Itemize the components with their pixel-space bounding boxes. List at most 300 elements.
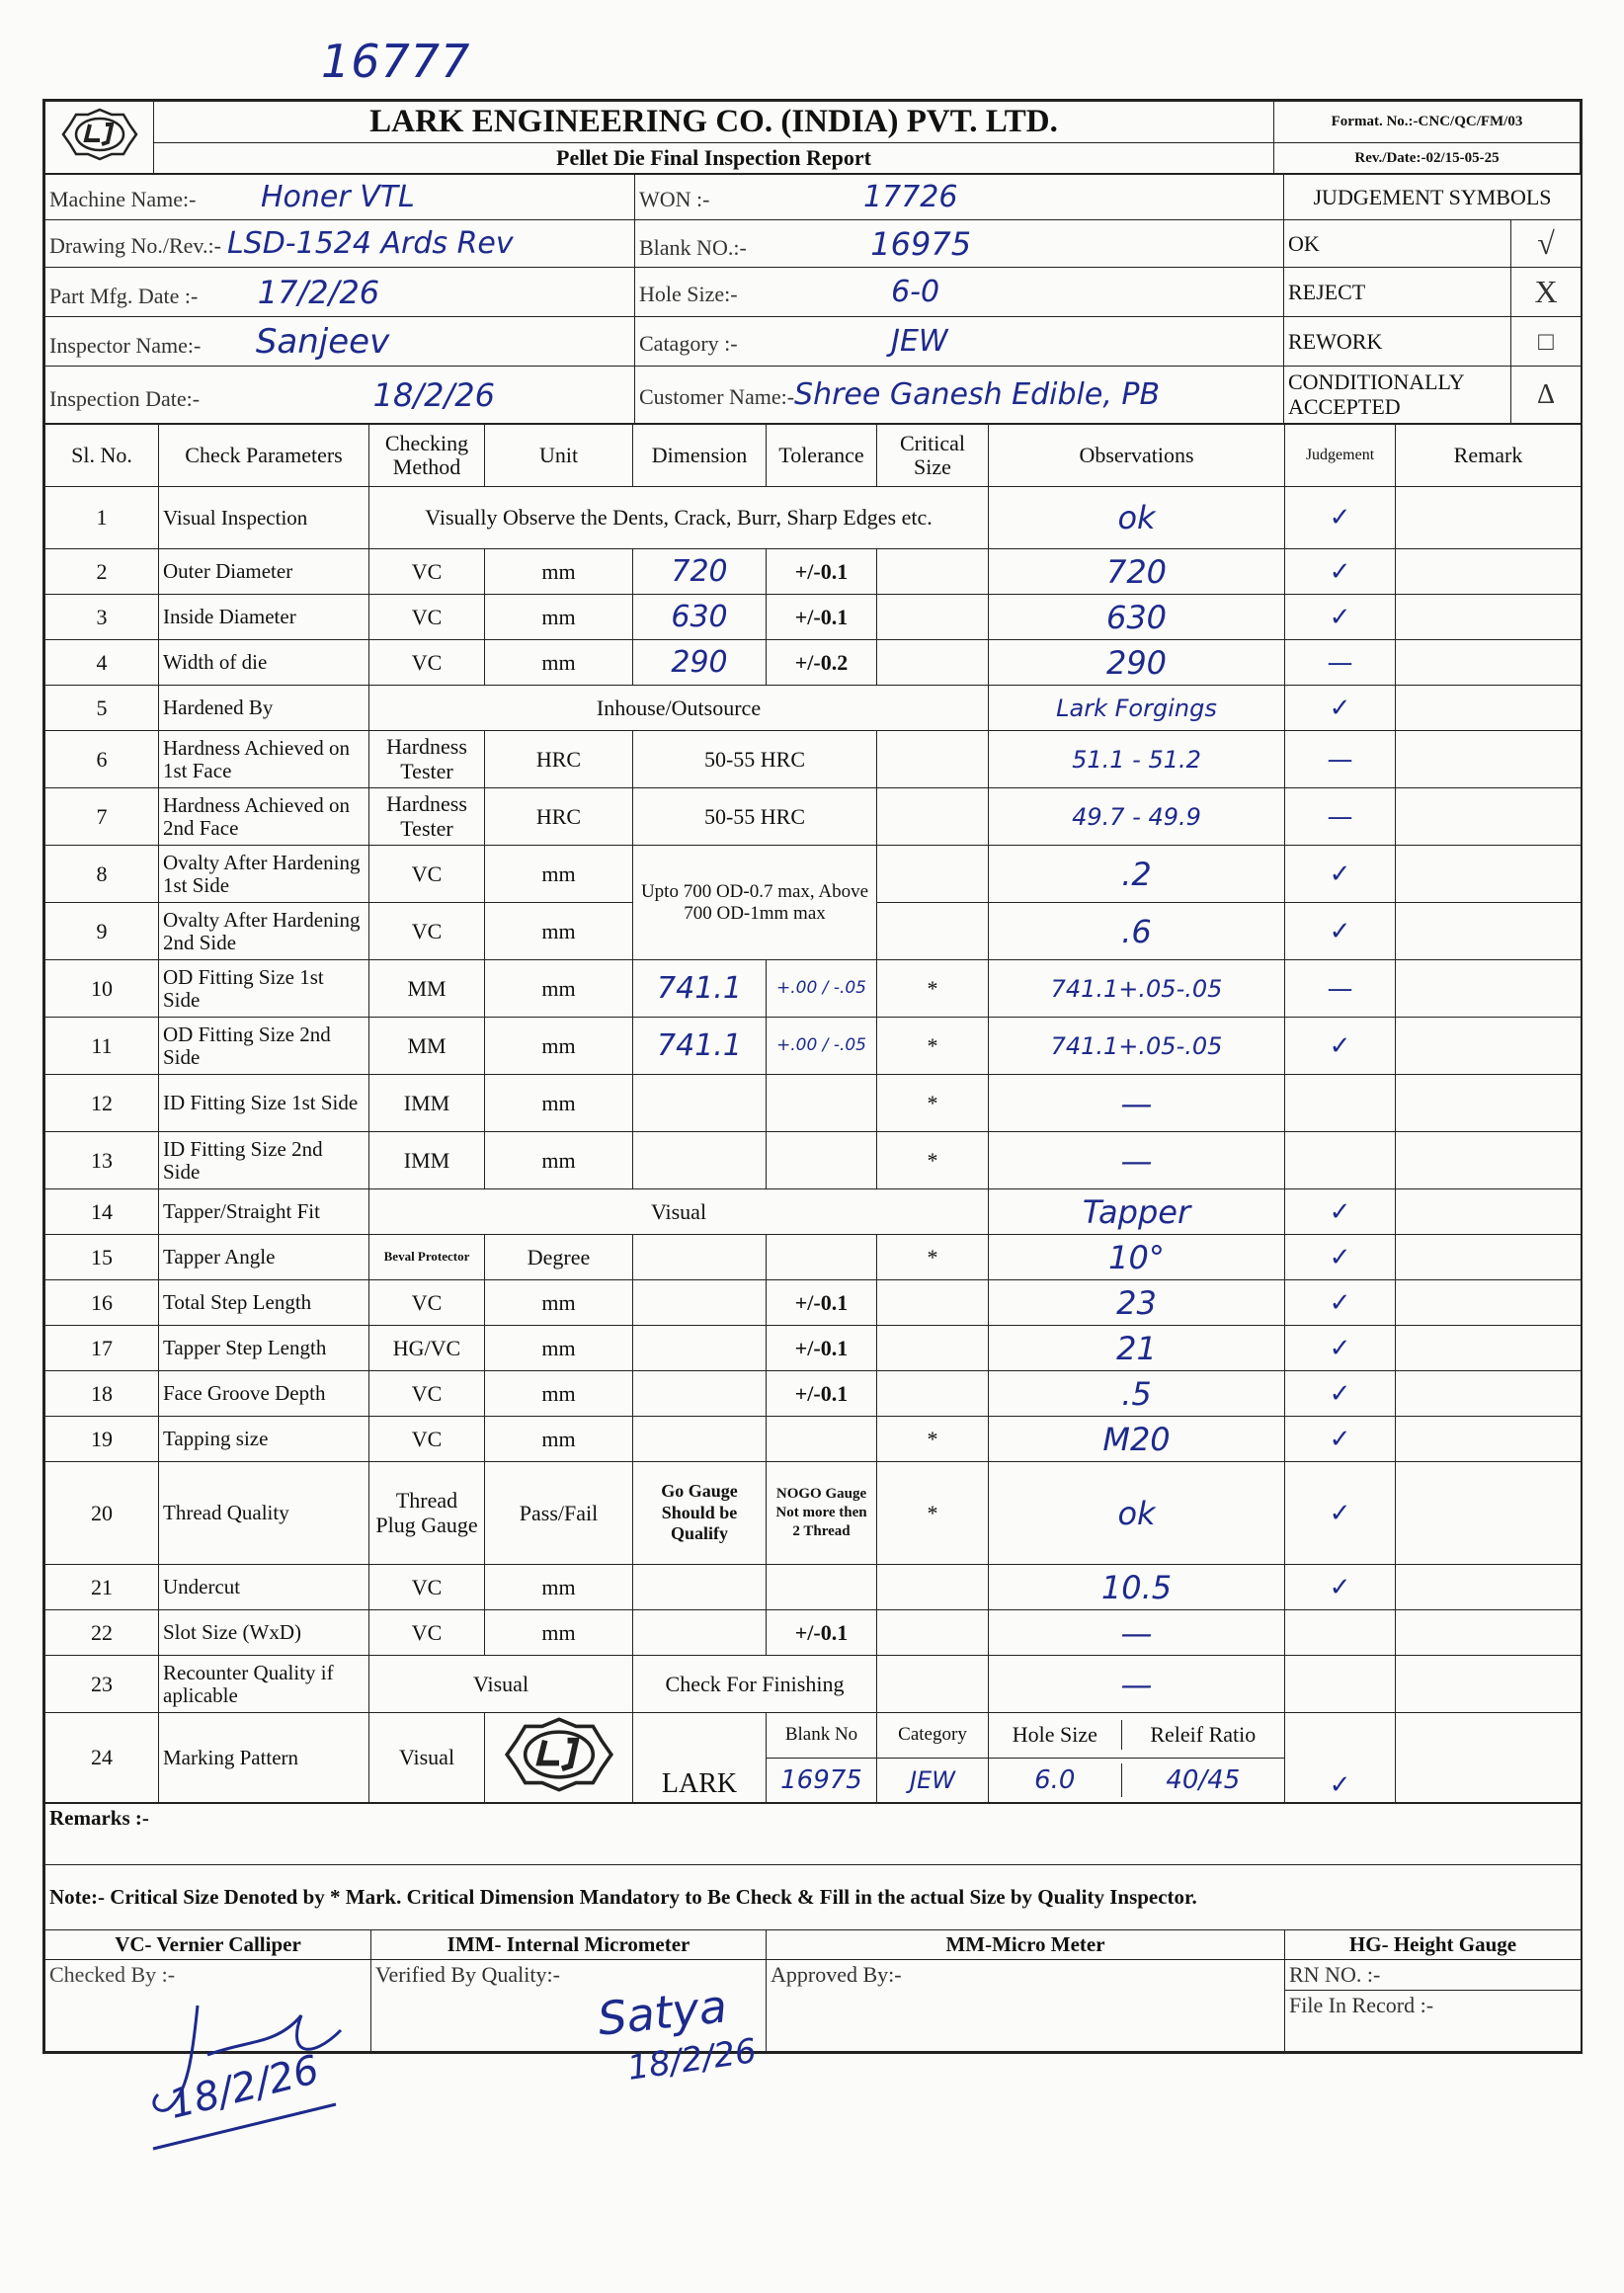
marking-head-category: Category	[877, 1713, 989, 1759]
row-sl: 21	[45, 1565, 159, 1610]
table-row	[45, 487, 1582, 549]
row-param: Ovalty After Hardening 1st Side	[159, 846, 369, 903]
row-sl: 9	[45, 903, 159, 960]
row-dim-tol: Upto 700 OD-0.7 max, Above 700 OD-1mm max	[633, 846, 877, 960]
row-param: OD Fitting Size 1st Side	[159, 960, 369, 1018]
row-remark	[1396, 686, 1582, 731]
marking-method: Visual	[369, 1713, 485, 1803]
row-param: Total Step Length	[159, 1280, 369, 1326]
legend-imm: IMM- Internal Micrometer	[371, 1930, 767, 1960]
row-dimension: 741.1	[633, 960, 767, 1018]
checked-by-label: Checked By :-	[45, 1960, 371, 2052]
row-tolerance	[767, 1075, 877, 1132]
conditional-delta-icon: Δ	[1511, 367, 1582, 424]
table-row	[45, 686, 1582, 731]
row-tolerance: +/-0.1	[767, 1326, 877, 1371]
row-observation: .2	[989, 846, 1285, 903]
report-title: Pellet Die Final Inspection Report	[154, 143, 1274, 174]
table-row	[45, 1018, 1582, 1075]
row-tolerance	[767, 1235, 877, 1280]
row-sl: 20	[45, 1462, 159, 1565]
row-tolerance: +/-0.2	[767, 640, 877, 686]
category-value: JEW	[891, 324, 948, 359]
row-sl: 2	[45, 549, 159, 595]
row-sl: 23	[45, 1656, 159, 1713]
row-param: Slot Size (WxD)	[159, 1610, 369, 1656]
row-judgement: ✓	[1285, 1371, 1396, 1417]
row-observation: .6	[989, 903, 1285, 960]
row-critical	[877, 846, 989, 903]
row-param: Outer Diameter	[159, 549, 369, 595]
col-method: Checking Method	[369, 425, 485, 487]
ok-check-icon: √	[1511, 220, 1582, 268]
row-method: VC	[369, 846, 485, 903]
row-observation: .5	[989, 1371, 1285, 1417]
row-unit: mm	[485, 595, 633, 640]
gear-logo-icon	[500, 1715, 618, 1794]
won-field: WON :- 17726	[635, 175, 1284, 220]
row-sl: 14	[45, 1189, 159, 1235]
row-param: Undercut	[159, 1565, 369, 1610]
row-method: HG/VC	[369, 1326, 485, 1371]
table-row	[45, 1075, 1582, 1132]
judgement-symbols-title: JUDGEMENT SYMBOLS	[1284, 175, 1582, 220]
part-mfg-date-field: Part Mfg. Date :- 17/2/26	[45, 268, 635, 317]
row-unit: mm	[485, 1417, 633, 1462]
row-sl: 15	[45, 1235, 159, 1280]
category-field: Catagory :- JEW	[635, 317, 1284, 367]
row-remark	[1396, 1132, 1582, 1189]
row-remark	[1396, 731, 1582, 788]
row-remark	[1396, 1462, 1582, 1565]
table-row	[45, 1417, 1582, 1462]
row-sl: 16	[45, 1280, 159, 1326]
row-param: Tapper Angle	[159, 1235, 369, 1280]
row-critical	[877, 1371, 989, 1417]
row-param: Inside Diameter	[159, 595, 369, 640]
row-unit: Degree	[485, 1235, 633, 1280]
table-row	[45, 788, 1582, 846]
row-remark	[1396, 1326, 1582, 1371]
row-unit: HRC	[485, 788, 633, 846]
row-unit: mm	[485, 1371, 633, 1417]
row-remark	[1396, 595, 1582, 640]
marking-head-ratio: Releif Ratio	[1150, 1722, 1257, 1748]
handwritten-reference-number: 16777	[321, 35, 471, 88]
row-sl: 12	[45, 1075, 159, 1132]
row-method: Beval Protector	[369, 1235, 485, 1280]
row-critical	[877, 595, 989, 640]
row-param: ID Fitting Size 2nd Side	[159, 1132, 369, 1189]
row-param: Width of die	[159, 640, 369, 686]
row-remark	[1396, 1075, 1582, 1132]
col-judgement: Judgement	[1285, 425, 1396, 487]
row-tolerance: NOGO Gauge Not more then 2 Thread	[767, 1462, 877, 1565]
table-row	[45, 1565, 1582, 1610]
row-judgement	[1285, 1132, 1396, 1189]
row-judgement	[1285, 1075, 1396, 1132]
row-unit: mm	[485, 1565, 633, 1610]
row-dim-tol: 50-55 HRC	[633, 788, 877, 846]
row-merged-method: Visual	[369, 1189, 989, 1235]
table-row	[45, 1132, 1582, 1189]
row-merged-method: Visually Observe the Dents, Crack, Burr, Sharp Edges etc.	[369, 487, 989, 549]
row-critical: *	[877, 1132, 989, 1189]
table-row	[45, 960, 1582, 1018]
revision-date: Rev./Date:-02/15-05-25	[1274, 143, 1581, 174]
row-remark	[1396, 1280, 1582, 1326]
row-dimension	[633, 1075, 767, 1132]
row-critical	[877, 1656, 989, 1713]
row-remark	[1396, 788, 1582, 846]
row-param: Tapper/Straight Fit	[159, 1189, 369, 1235]
row-unit: mm	[485, 1018, 633, 1075]
row-sl: 6	[45, 731, 159, 788]
company-name: LARK ENGINEERING CO. (INDIA) PVT. LTD.	[154, 102, 1274, 143]
row-tolerance	[767, 1565, 877, 1610]
row-method: VC	[369, 1280, 485, 1326]
remarks-label: Remarks :-	[45, 1804, 1582, 1865]
marking-head-blank: Blank No	[767, 1713, 877, 1759]
row-method: VC	[369, 549, 485, 595]
row-remark	[1396, 1235, 1582, 1280]
row-unit: Pass/Fail	[485, 1462, 633, 1565]
row-param: Face Groove Depth	[159, 1371, 369, 1417]
info-block	[44, 174, 1582, 424]
row-unit: mm	[485, 1132, 633, 1189]
inspector-value: Sanjeev	[255, 321, 390, 362]
col-observations: Observations	[989, 425, 1285, 487]
table-row	[45, 1371, 1582, 1417]
col-remark: Remark	[1396, 425, 1582, 487]
row-tolerance: +/-0.1	[767, 1280, 877, 1326]
row-method: VC	[369, 1610, 485, 1656]
row-param: Ovalty After Hardening 2nd Side	[159, 903, 369, 960]
row-tolerance: +.00 / -.05	[767, 960, 877, 1018]
row-unit: mm	[485, 1075, 633, 1132]
row-tolerance: +.00 / -.05	[767, 1018, 877, 1075]
row-method: Hardness Tester	[369, 731, 485, 788]
row-merged-method: Inhouse/Outsource	[369, 686, 989, 731]
table-row	[45, 1462, 1582, 1565]
row-param: Hardened By	[159, 686, 369, 731]
company-logo	[45, 102, 154, 174]
row-method: Hardness Tester	[369, 788, 485, 846]
row-sl: 7	[45, 788, 159, 846]
row-observation: M20	[989, 1417, 1285, 1462]
row-critical	[877, 731, 989, 788]
row-tolerance: +/-0.1	[767, 1610, 877, 1656]
row-sl: 8	[45, 846, 159, 903]
row-sl: 18	[45, 1371, 159, 1417]
inspection-date-value: 18/2/26	[372, 375, 495, 414]
marking-val-hole: 6.0	[989, 1763, 1121, 1797]
customer-field: Customer Name:-Shree Ganesh Edible, PB	[635, 367, 1284, 424]
row-dimension	[633, 1326, 767, 1371]
row-judgement: —	[1285, 640, 1396, 686]
row-critical: *	[877, 1417, 989, 1462]
col-param: Check Parameters	[159, 425, 369, 487]
marking-head-split	[989, 1713, 1285, 1759]
row-param: Thread Quality	[159, 1462, 369, 1565]
row-critical: *	[877, 1075, 989, 1132]
marking-val-ratio: 40/45	[1166, 1764, 1241, 1795]
symbol-label-rework: REWORK	[1284, 317, 1511, 367]
verified-by-signature: Satya	[595, 1979, 730, 2046]
inspector-field: Inspector Name:- Sanjeev	[45, 317, 635, 367]
row-judgement: ✓	[1285, 1189, 1396, 1235]
col-dimension: Dimension	[633, 425, 767, 487]
verified-by-date: 18/2/26	[624, 2031, 760, 2088]
table-row	[45, 1235, 1582, 1280]
blank-value: 16975	[870, 224, 972, 263]
row-observation: 290	[989, 640, 1285, 686]
row-tolerance: +/-0.1	[767, 1371, 877, 1417]
row-dimension: 720	[633, 549, 767, 595]
row-dimension	[633, 1132, 767, 1189]
row-critical: *	[877, 1462, 989, 1565]
row-judgement: —	[1285, 788, 1396, 846]
symbol-label-reject: REJECT	[1284, 268, 1511, 317]
machine-name-value: Honer VTL	[260, 180, 415, 214]
row-remark	[1396, 487, 1582, 549]
row-sl: 13	[45, 1132, 159, 1189]
row-critical	[877, 640, 989, 686]
row-method: VC	[369, 1371, 485, 1417]
row-dimension: 741.1	[633, 1018, 767, 1075]
marking-remark	[1396, 1713, 1582, 1803]
row-method: Thread Plug Gauge	[369, 1462, 485, 1565]
blank-field: Blank NO.:- 16975	[635, 220, 1284, 268]
approved-by-label: Approved By:-	[767, 1960, 1285, 2052]
row-param: ID Fitting Size 1st Side	[159, 1075, 369, 1132]
row-sl: 17	[45, 1326, 159, 1371]
row-critical	[877, 549, 989, 595]
row-observation: 10.5	[989, 1565, 1285, 1610]
row-merged-method: Visual	[369, 1656, 633, 1713]
marking-val-blank: 16975	[767, 1758, 877, 1803]
row-observation: —	[989, 1656, 1285, 1713]
table-header-row	[45, 425, 1582, 487]
table-row	[45, 549, 1582, 595]
row-dim-tol: 50-55 HRC	[633, 731, 877, 788]
row-tolerance: +/-0.1	[767, 595, 877, 640]
checked-by-date: 18/2/26	[164, 2047, 324, 2128]
table-row	[45, 731, 1582, 788]
row-judgement: ✓	[1285, 487, 1396, 549]
row-dimension	[633, 1610, 767, 1656]
row-dimension	[633, 1235, 767, 1280]
row-param: Hardness Achieved on 1st Face	[159, 731, 369, 788]
row-judgement: ✓	[1285, 903, 1396, 960]
col-tolerance: Tolerance	[767, 425, 877, 487]
row-observation: 630	[989, 595, 1285, 640]
verified-by-label: Verified By Quality:-	[371, 1960, 767, 2052]
row-critical	[877, 903, 989, 960]
row-critical	[877, 1610, 989, 1656]
row-critical: *	[877, 960, 989, 1018]
row-dimension	[633, 1565, 767, 1610]
row-judgement: ✓	[1285, 1417, 1396, 1462]
marking-sl: 24	[45, 1713, 159, 1803]
row-param: Tapping size	[159, 1417, 369, 1462]
row-critical	[877, 1326, 989, 1371]
row-unit: mm	[485, 640, 633, 686]
row-remark	[1396, 903, 1582, 960]
table-row	[45, 1610, 1582, 1656]
row-param: OD Fitting Size 2nd Side	[159, 1018, 369, 1075]
row-sl: 10	[45, 960, 159, 1018]
row-method: MM	[369, 1018, 485, 1075]
row-method: VC	[369, 1565, 485, 1610]
row-critical: *	[877, 1235, 989, 1280]
drawing-value: LSD-1524 Ards Rev	[226, 226, 514, 261]
rework-square-icon: □	[1511, 317, 1582, 367]
row-judgement: ✓	[1285, 1235, 1396, 1280]
critical-note: Note:- Critical Size Denoted by * Mark. Critical Dimension Mandatory to Be Check & Fill in the actual Size by Quality Inspector.	[45, 1865, 1582, 1930]
row-dim-tol: Check For Finishing	[633, 1656, 877, 1713]
row-dimension: Go Gauge Should be Qualify	[633, 1462, 767, 1565]
row-observation: 741.1+.05-.05	[989, 960, 1285, 1018]
row-param: Tapper Step Length	[159, 1326, 369, 1371]
marking-head-hole: Hole Size	[989, 1720, 1121, 1750]
col-unit: Unit	[485, 425, 633, 487]
row-tolerance: +/-0.1	[767, 549, 877, 595]
row-param: Visual Inspection	[159, 487, 369, 549]
row-sl: 22	[45, 1610, 159, 1656]
row-critical	[877, 788, 989, 846]
report-header	[44, 101, 1581, 174]
row-remark	[1396, 1565, 1582, 1610]
row-sl: 11	[45, 1018, 159, 1075]
row-observation: 49.7 - 49.9	[989, 788, 1285, 846]
row-observation: ok	[989, 487, 1285, 549]
marking-logo	[485, 1713, 633, 1803]
table-row	[45, 846, 1582, 903]
row-observation: Tapper	[989, 1189, 1285, 1235]
row-remark	[1396, 1610, 1582, 1656]
row-judgement: —	[1285, 731, 1396, 788]
row-tolerance	[767, 1417, 877, 1462]
table-row	[45, 595, 1582, 640]
hole-size-field: Hole Size:- 6-0	[635, 268, 1284, 317]
row-method: MM	[369, 960, 485, 1018]
row-observation: 741.1+.05-.05	[989, 1018, 1285, 1075]
row-method: VC	[369, 640, 485, 686]
marking-param: Marking Pattern	[159, 1713, 369, 1803]
row-method: VC	[369, 903, 485, 960]
row-unit: HRC	[485, 731, 633, 788]
row-remark	[1396, 640, 1582, 686]
row-method: VC	[369, 595, 485, 640]
row-judgement: ✓	[1285, 1326, 1396, 1371]
row-dimension	[633, 1280, 767, 1326]
row-sl: 4	[45, 640, 159, 686]
inspection-table	[44, 424, 1582, 1803]
row-unit: mm	[485, 1610, 633, 1656]
row-observation: 51.1 - 51.2	[989, 731, 1285, 788]
table-row	[45, 640, 1582, 686]
row-unit: mm	[485, 1326, 633, 1371]
row-judgement	[1285, 1610, 1396, 1656]
row-remark	[1396, 549, 1582, 595]
row-judgement: ✓	[1285, 549, 1396, 595]
marking-val-split	[989, 1758, 1285, 1803]
gear-logo-icon	[60, 107, 139, 162]
inspection-report-sheet	[42, 99, 1583, 2054]
table-row	[45, 1656, 1582, 1713]
row-dimension	[633, 1371, 767, 1417]
row-dimension: 630	[633, 595, 767, 640]
col-critical: Critical Size	[877, 425, 989, 487]
machine-name-field: Machine Name:- Honer VTL	[45, 175, 635, 220]
row-observation: —	[989, 1610, 1285, 1656]
symbol-label-ok: OK	[1284, 220, 1511, 268]
rn-no-label: RN NO. :-	[1285, 1960, 1582, 1991]
row-observation: 21	[989, 1326, 1285, 1371]
row-sl: 3	[45, 595, 159, 640]
row-dimension	[633, 1417, 767, 1462]
symbol-label-conditional: CONDITIONALLY ACCEPTED	[1284, 367, 1511, 424]
hole-size-value: 6-0	[891, 275, 940, 309]
row-judgement: —	[1285, 960, 1396, 1018]
row-judgement: ✓	[1285, 686, 1396, 731]
table-row	[45, 1280, 1582, 1326]
row-observation: —	[989, 1075, 1285, 1132]
row-remark	[1396, 960, 1582, 1018]
row-sl: 1	[45, 487, 159, 549]
row-judgement: ✓	[1285, 1565, 1396, 1610]
row-critical	[877, 1565, 989, 1610]
row-observation: 720	[989, 549, 1285, 595]
marking-lark: LARK	[633, 1713, 767, 1803]
won-value: 17726	[862, 180, 958, 214]
row-judgement	[1285, 1656, 1396, 1713]
inspection-date-field: Inspection Date:- 18/2/26	[45, 367, 635, 424]
row-remark	[1396, 1189, 1582, 1235]
table-row	[45, 1326, 1582, 1371]
row-critical	[877, 1280, 989, 1326]
row-observation: Lark Forgings	[989, 686, 1285, 731]
row-remark	[1396, 1371, 1582, 1417]
legend-vc: VC- Vernier Calliper	[45, 1930, 371, 1960]
row-remark	[1396, 846, 1582, 903]
row-remark	[1396, 1656, 1582, 1713]
row-observation: 10°	[989, 1235, 1285, 1280]
row-method: IMM	[369, 1132, 485, 1189]
row-method: VC	[369, 1417, 485, 1462]
row-method: IMM	[369, 1075, 485, 1132]
row-unit: mm	[485, 960, 633, 1018]
part-mfg-date-value: 17/2/26	[257, 273, 380, 311]
row-remark	[1396, 1417, 1582, 1462]
row-unit: mm	[485, 549, 633, 595]
row-dimension: 290	[633, 640, 767, 686]
drawing-field: Drawing No./Rev.:- LSD-1524 Ards Rev	[45, 220, 635, 268]
marking-val-category: JEW	[877, 1758, 989, 1803]
row-unit: mm	[485, 846, 633, 903]
marking-judgement: ✓	[1285, 1713, 1396, 1803]
customer-value: Shree Ganesh Edible, PB	[794, 377, 1161, 412]
row-sl: 5	[45, 686, 159, 731]
row-tolerance	[767, 1132, 877, 1189]
row-param: Recounter Quality if aplicable	[159, 1656, 369, 1713]
format-number: Format. No.:-CNC/QC/FM/03	[1274, 102, 1581, 143]
inspection-rows	[45, 487, 1582, 1713]
row-unit: mm	[485, 1280, 633, 1326]
row-observation: ok	[989, 1462, 1285, 1565]
legend-hg: HG- Height Gauge	[1285, 1930, 1582, 1960]
